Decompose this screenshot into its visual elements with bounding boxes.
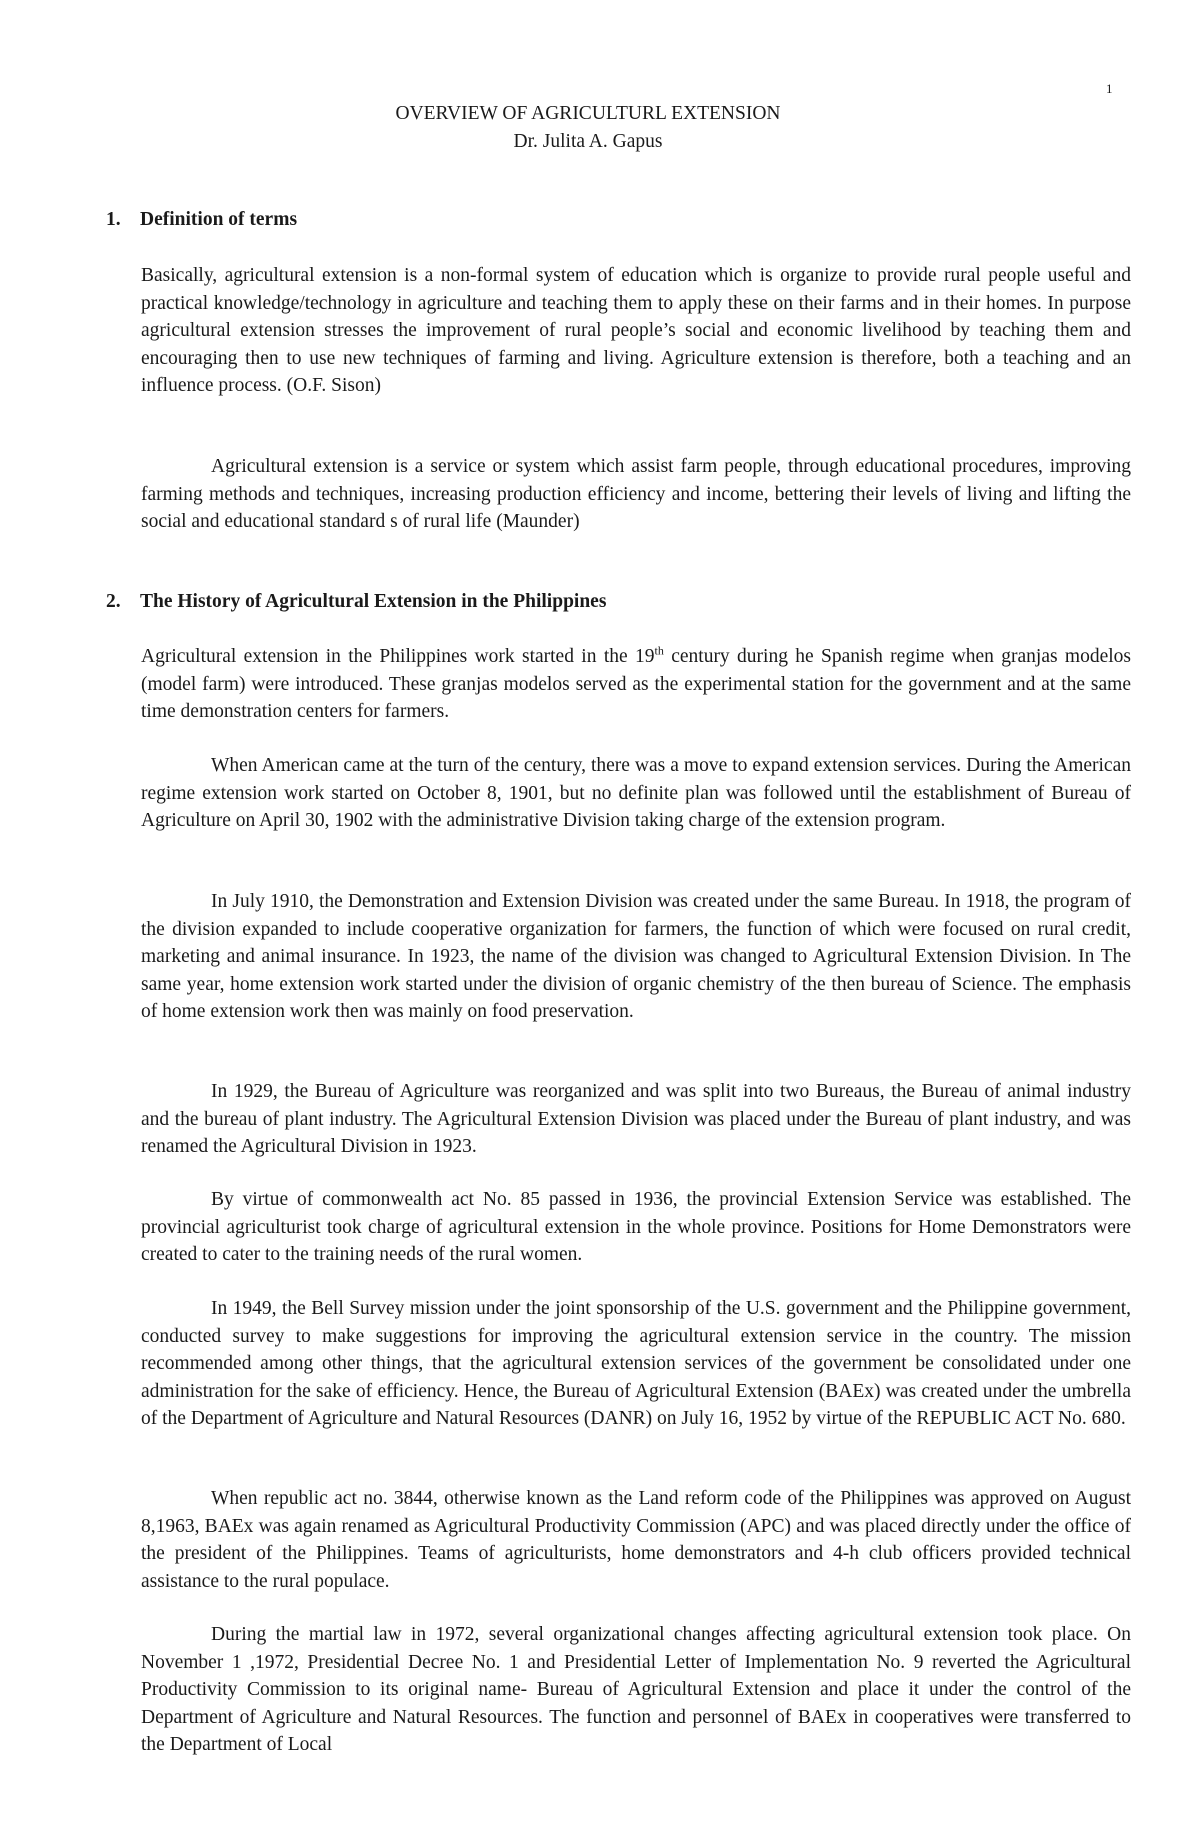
paragraph (141, 643, 1131, 726)
paragraph-text: Agricultural extension in the Philippines work started in the 19 (141, 646, 655, 667)
section-title: The History of Agricultural Extension in the Philippines (140, 591, 607, 612)
page-number: 1 (1106, 81, 1113, 96)
paragraph-text: century during he Spanish regime when granjas modelos (model farm) were introduced. These granjas modelos served as the experimental station for the government and at the same time demonstration centers for farmers. (141, 646, 1131, 722)
paragraph: By virtue of commonwealth act No. 85 passed in 1936, the provincial Extension Service was established. The provincial agriculturist took charge of agricultural extension in the whole province. Positions for Home Demonstrators were created to cater to the training needs of the rural women. (141, 1189, 1131, 1265)
section-heading-definition (106, 206, 297, 234)
section-number: 1. (106, 209, 121, 230)
paragraph: Agricultural extension is a service or system which assist farm people, through educational procedures, improving farming methods and techniques, increasing production efficiency and income, bettering their levels of living and lifting the social and educational standard s of rural life (Maunder) (141, 456, 1131, 532)
paragraph: Basically, agricultural extension is a non-formal system of education which is organize to provide rural people useful and practical knowledge/technology in agriculture and teaching them to apply these on their farms and in their homes. In purpose agricultural extension stresses the improvement of rural people’s social and economic livelihood by teaching them and encouraging then to use new techniques of farming and living. Agriculture extension is therefore, both a teaching and an influence process. (O.F. Sison) (141, 265, 1131, 396)
paragraph: During the martial law in 1972, several organizational changes affecting agricultural extension took place. On November 1 ,1972, Presidential Decree No. 1 and Presidential Letter of Implementation No. 9 reverted the Agricultural Productivity Commission to its original name- Bureau of Agricultural Extension and place it under the control of the Department of Agriculture and Natural Resources. The function and personnel of BAEx in cooperatives were transferred to the Department of Local (141, 1624, 1131, 1755)
paragraph: In 1929, the Bureau of Agriculture was reorganized and was split into two Bureaus, the Bureau of animal industry and the bureau of plant industry. The Agricultural Extension Division was placed under the Bureau of plant industry, and was renamed the Agricultural Division in 1923. (141, 1081, 1131, 1157)
paragraph: In 1949, the Bell Survey mission under the joint sponsorship of the U.S. government and the Philippine government, conducted survey to make suggestions for improving the agricultural extension service in the country. The mission recommended among other things, that the agricultural extension services of the government be consolidated under one administration for the sake of efficiency. Hence, the Bureau of Agricultural Extension (BAEx) was created under the umbrella of the Department of Agriculture and Natural Resources (DANR) on July 16, 1952 by virtue of the REPUBLIC ACT No. 680. (141, 1298, 1131, 1429)
section-number: 2. (106, 591, 121, 612)
paragraph: When republic act no. 3844, otherwise known as the Land reform code of the Philippines was approved on August 8,1963, BAEx was again renamed as Agricultural Productivity Commission (APC) and was placed directly under the office of the president of the Philippines. Teams of agriculturists, home demonstrators and 4-h club officers provided technical assistance to the rural populace. (141, 1488, 1131, 1592)
document-author: Dr. Julita A. Gapus (513, 130, 663, 152)
document-title: OVERVIEW OF AGRICULTURL EXTENSION (395, 103, 781, 124)
paragraph: When American came at the turn of the century, there was a move to expand extension services. During the American regime extension work started on October 8, 1901, but no definite plan was followed until the establishment of Bureau of Agriculture on April 30, 1902 with the administrative Division taking charge of the extension program. (141, 755, 1131, 831)
section-heading-history (106, 588, 606, 616)
paragraph: In July 1910, the Demonstration and Extension Division was created under the same Bureau. In 1918, the program of the division expanded to include cooperative organization for farmers, the function of which were focused on rural credit, marketing and animal insurance. In 1923, the name of the division was changed to Agricultural Extension Division. In The same year, home extension work started under the division of organic chemistry of the then bureau of Science. The emphasis of home extension work then was mainly on food preservation. (141, 891, 1131, 1022)
ordinal-superscript: th (654, 643, 664, 658)
section-title: Definition of terms (140, 209, 298, 230)
document-header (0, 100, 1176, 155)
